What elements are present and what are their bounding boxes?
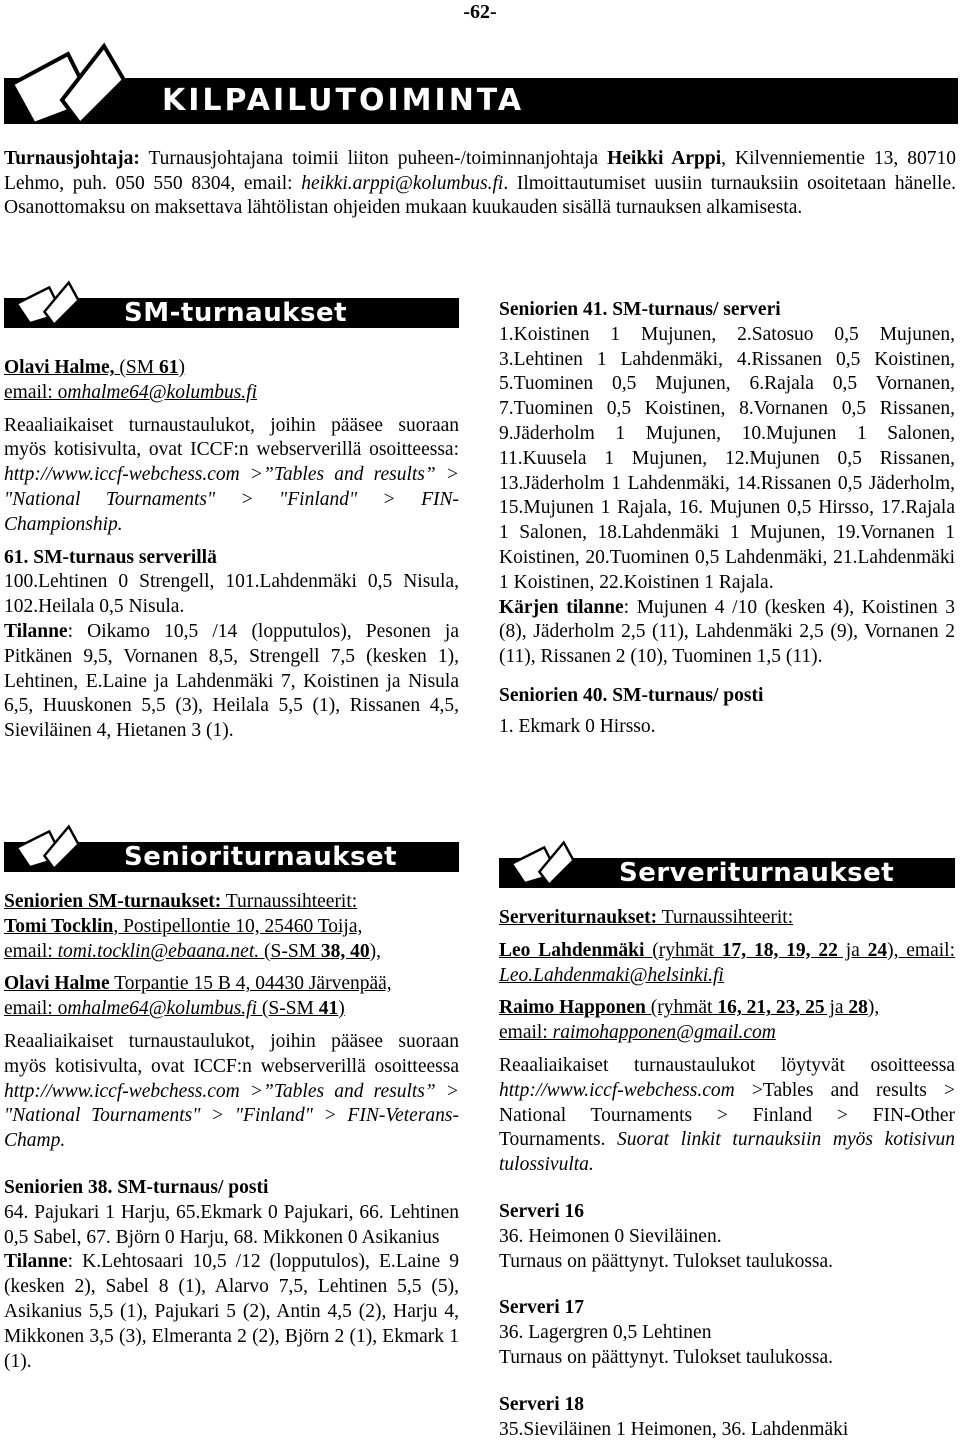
senior-info — [4, 1030, 459, 1154]
server-contact-2-email — [499, 1021, 955, 1046]
intro-paragraph — [4, 147, 956, 221]
sm-email-link[interactable]: mhalme64@kolumbus.fi — [67, 381, 257, 403]
sm-info-text: Reaaliaikaiset turnaustaulukot, joihin pääsee suoraan myös kotisivulta, ovat ICCF:n webserverillä osoitteessa: — [4, 414, 459, 461]
server-c2-email-link[interactable]: raimohapponen@gmail.com — [552, 1022, 776, 1044]
senior-info-link[interactable]: http://www.iccf-webchess.com >”Tables and results” > "National Tournaments" > "Finland" > FIN-Veterans-Champ. — [4, 1080, 459, 1152]
sm-email-label: email: o — [4, 381, 68, 403]
senior-c2-email-link[interactable]: mhalme64@kolumbus.fi — [67, 998, 257, 1020]
server-info-text-1: Reaaliaikaiset turnaustaulukot löytyvät osoitteessa — [499, 1054, 955, 1076]
sm-contact-name: Olavi Halme, — [4, 357, 115, 378]
senior-heading-label: Seniorien SM-turnaukset: — [4, 891, 222, 912]
server-info-text-2: >Tables and results > National Tournaments > Finland > FIN-Other Tournaments. — [499, 1079, 955, 1151]
senior-c2-name: Olavi Halme — [4, 973, 110, 995]
senior-contact-2 — [4, 972, 459, 997]
intro-label: Turnausjohtaja: — [4, 148, 140, 169]
sm-contact-sm-post: ) — [178, 357, 185, 378]
server17-status: Turnaus on päättynyt. Tulokset taulukossa. — [499, 1346, 834, 1368]
server16-result: 36. Heimonen 0 Sieviläinen. — [499, 1225, 722, 1247]
cards-icon — [4, 276, 88, 328]
server-c2-groups-mid: ja — [824, 997, 849, 1019]
server-info — [499, 1054, 955, 1178]
server-banner — [499, 848, 955, 888]
senior-c1-sm-num: 38, 40 — [320, 940, 370, 962]
server-c2-email-label: email: — [499, 1022, 553, 1044]
senior-c1-email-label: email: — [4, 940, 58, 962]
server-c2-groups-post: ), — [867, 997, 880, 1019]
server-c1-groups-last: 24 — [867, 939, 888, 961]
senior38-standing-text: : K.Lehtosaari 10,5 /12 (lopputulos), E.Laine 9 (kesken 2), Sabel 8 (1), Alarvo 7,5, Lehtinen 5,5 (5), Asikanius 5,5 (1), Pajukari 5 (2), Antin 4,5 (2), Harju 4, Mikkonen 3,5 (3), Elmeranta 2 (2), Björn 2 (1), Ekmark 1 (1). — [4, 1251, 459, 1372]
server18-title: Serveri 18 — [499, 1393, 585, 1415]
senior-heading-rest: Turnaussihteerit: — [221, 891, 358, 912]
cards-icon — [4, 820, 88, 872]
server-info-italic: Suorat linkit turnauksiin myös kotisivun tulossivulta. — [499, 1129, 955, 1176]
senior-c2-email-label: email: o — [4, 998, 68, 1020]
senior38-title: Seniorien 38. SM-turnaus/ posti — [4, 1176, 269, 1198]
server-c1-groups-post: ), email: — [887, 939, 955, 961]
intro-text-2: , Kilvenniementie 13, 80710 Lehmo, puh. 050 550 8304, email: — [4, 148, 956, 194]
sm61-results: 100.Lehtinen 0 Strengell, 101.Lahdenmäki 0,5 Nisula, 102.Heilala 0,5 Nisula. — [4, 571, 459, 618]
senior-contact-2-email — [4, 997, 459, 1022]
server-info-link[interactable]: http://www.iccf-webchess.com — [499, 1079, 735, 1101]
server-c1-groups-pre: (ryhmät — [644, 939, 722, 961]
server-c1-groups-mid: ja — [837, 939, 868, 961]
senior-section — [4, 890, 459, 1374]
server-c2-groups-last: 28 — [848, 997, 868, 1019]
cards-icon — [4, 40, 134, 124]
senior-c1-sm-post: ), — [369, 940, 382, 962]
senior41-standing — [499, 596, 955, 670]
sm-info — [4, 414, 459, 538]
senior40-results: 1. Ekmark 0 Hirsso. — [499, 715, 656, 737]
server-heading — [499, 906, 955, 931]
server-contact-2 — [499, 996, 955, 1021]
server17-result: 36. Lagergren 0,5 Lehtinen — [499, 1322, 712, 1344]
server-heading-rest: Turnaussihteerit: — [657, 907, 794, 928]
sm-info-link[interactable]: http://www.iccf-webchess.com >”Tables and results” > "National Tournaments" > "Finland" > FIN-Championship. — [4, 464, 459, 535]
senior-c2-sm-pre: (S-SM — [257, 998, 319, 1020]
senior-contact-1 — [4, 915, 459, 940]
intro-text: Turnausjohtajana toimii liiton puheen-/toiminnanjohtaja — [148, 148, 599, 169]
server17-title: Serveri 17 — [499, 1297, 585, 1319]
senior-right-section — [499, 298, 955, 740]
main-banner-title: KILPAILUTOIMINTA — [162, 83, 525, 118]
server16-title: Serveri 16 — [499, 1200, 585, 1222]
senior-c2-sm-num: 41 — [318, 998, 339, 1020]
server-heading-label: Serveriturnaukset: — [499, 907, 658, 928]
server18-result: 35.Sieviläinen 1 Heimonen, 36. Lahdenmäki — [499, 1418, 849, 1440]
intro-text-3: . Ilmoittautumiset uusiin turnauksiin osoitetaan hänelle. Osanottomaksu on maksettava lähtölistan ohjeiden mukaan kuukauden sisällä turnauksen alkamisesta. — [4, 172, 956, 219]
sm-contact-sm-num: 61 — [158, 357, 179, 378]
senior41-standing-text: : Mujunen 4 /10 (kesken 4), Koistinen 3 (8), Jäderholm 2,5 (11), Lahdenmäki 2,5 (9), Vornanen 2 (11), Rissanen 2 (10), Tuominen 1,5 (11). — [499, 596, 955, 668]
server-c1-name: Leo Lahdenmäki — [499, 939, 645, 961]
senior-banner — [4, 832, 459, 872]
page-number: -62- — [463, 1, 497, 23]
sm61-standing — [4, 620, 459, 744]
server-c2-name: Raimo Happonen — [499, 997, 646, 1019]
senior41-results: 1.Koistinen 1 Mujunen, 2.Satosuo 0,5 Mujunen, 3.Lehtinen 1 Lahdenmäki, 4.Rissanen 0,5 Koistinen, 5.Tuominen 0,5 Mujunen, 6.Rajala 0,5 Vornanen, 7.Tuominen 0,5 Koistinen, 8.Vornanen 0,5 Rissanen, 9.Jäderholm 1 Mujunen, 10.Mujunen 1 Salonen, 11.Kuusela 1 Mujunen, 12.Mujunen 0,5 Rissanen, 13.Jäderholm 1 Lahdenmäki, 14.Rissanen 0,5 Jäderholm, 15.Mujunen 1 Rajala, 16. Mujunen 0,5 Hirsso, 17.Rajala 1 Salonen, 18.Lahdenmäki 1 Mujunen, 19.Vornanen 1 Koistinen, 20.Tuominen 0,5 Lahdenmäki, 21.Lahdenmäki 1 Koistinen, 22.Koistinen 1 Rajala. — [499, 323, 955, 593]
sm-banner — [4, 288, 459, 328]
senior38-results: 64. Pajukari 1 Harju, 65.Ekmark 0 Pajukari, 66. Lehtinen 0,5 Sabel, 67. Björn 0 Harju, 68. Mikkonen 0 Asikanius — [4, 1201, 459, 1248]
sm-banner-title: SM-turnaukset — [124, 298, 348, 328]
sm61-standing-text: : Oikamo 10,5 /14 (lopputulos), Pesonen ja Pitkänen 9,5, Vornanen 8,5, Strengell 7,5 (kesken 1), Lehtinen, E.Laine ja Lahdenmäki 7, Koistinen ja Nisula 6,5, Huuskonen 5,5 (3), Heilala 5,5 (1), Rissanen 4,5, Sieviläinen 4, Hietanen 3 (1). — [4, 620, 459, 742]
server-banner-title: Serveriturnaukset — [619, 858, 895, 888]
server-c2-groups-pre: (ryhmät — [645, 997, 718, 1019]
senior38-standing-label: Tilanne — [4, 1251, 68, 1273]
sm-section — [4, 356, 459, 744]
senior-c1-sm-pre: (S-SM — [259, 940, 321, 962]
server-c1-groups: 17, 18, 19, 22 — [721, 939, 838, 961]
senior41-title: Seniorien 41. SM-turnaus/ serveri — [499, 299, 781, 320]
senior-c1-email-link[interactable]: tomi.tocklin@ebaana.net. — [57, 940, 260, 962]
server-section — [499, 906, 955, 1442]
senior41-standing-label: Kärjen tilanne — [499, 596, 624, 618]
sm61-standing-label: Tilanne — [4, 620, 68, 642]
server-c1-email-link[interactable]: Leo.Lahdenmaki@helsinki.fi — [499, 964, 724, 986]
senior-banner-title: Senioriturnaukset — [124, 842, 398, 872]
senior-c1-name: Tomi Tocklin — [4, 915, 114, 937]
senior38-standing — [4, 1250, 459, 1374]
senior40-title: Seniorien 40. SM-turnaus/ posti — [499, 684, 764, 706]
sm-contact-sm-pre: (SM — [114, 357, 159, 378]
senior-heading — [4, 890, 459, 915]
server-c2-groups: 16, 21, 23, 25 — [717, 997, 825, 1019]
senior-contact-1-email — [4, 940, 459, 965]
sm-email-line — [4, 381, 459, 406]
server16-status: Turnaus on päättynyt. Tulokset taulukossa. — [499, 1250, 834, 1272]
main-banner — [4, 40, 958, 124]
senior-c2-addr: Torpantie 15 B 4, 04430 Järvenpää, — [109, 973, 392, 995]
intro-name: Heikki Arppi — [607, 148, 722, 169]
intro-email-link[interactable]: heikki.arppi@kolumbus.fi — [301, 172, 504, 194]
server-contact-1 — [499, 939, 955, 989]
senior-info-text: Reaaliaikaiset turnaustaulukot, joihin pääsee suoraan myös kotisivulta, ovat ICCF:n webserverillä osoitteessa — [4, 1030, 459, 1077]
cards-icon — [499, 836, 583, 888]
sm61-title: 61. SM-turnaus serverillä — [4, 546, 217, 568]
sm-contact — [4, 356, 459, 381]
senior-c1-addr: , Postipellontie 10, 25460 Toija, — [113, 915, 363, 937]
senior-c2-sm-post: ) — [338, 998, 345, 1020]
